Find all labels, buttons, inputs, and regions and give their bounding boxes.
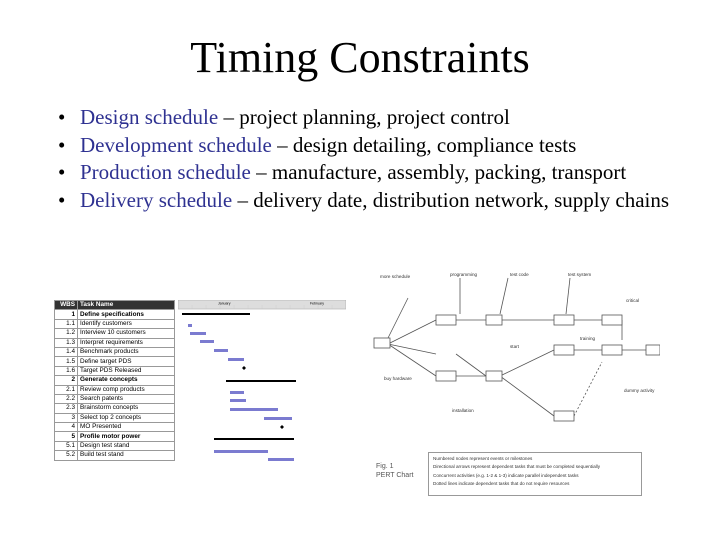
gantt-row [55,413,175,422]
pert-label: programming [450,272,478,277]
bullet-text: – project planning, project control [218,105,510,129]
gantt-milestone [242,366,246,370]
gantt-row [55,319,175,328]
bullet-term: Design schedule [80,105,219,129]
pert-node [486,371,502,381]
gantt-header-wbs: WBS [55,301,78,310]
gantt-row [55,338,175,347]
gantt-wbs-cell: 1.3 [55,338,78,347]
bullet-icon: • [58,187,66,212]
gantt-task-bar [214,349,228,352]
gantt-bars [182,313,296,461]
gantt-wbs-cell: 5.1 [55,441,78,450]
pert-label: training [580,336,596,341]
gantt-wbs-cell: 1.1 [55,319,78,328]
gantt-wbs-cell: 1.6 [55,366,78,375]
pert-node [646,345,660,355]
figure-caption [376,462,413,480]
gantt-wbs-cell: 3 [55,413,78,422]
gantt-task-bar [188,324,192,327]
gantt-task-bar [200,340,214,343]
gantt-task-cell: Target PDS Released [78,366,175,375]
gantt-task-cell: Select top 2 concepts [78,413,175,422]
gantt-row [55,385,175,394]
legend-line: Dotted lines indicate dependent tasks that do not require resources [433,481,570,487]
bullet-list [56,104,696,214]
gantt-row [55,423,175,432]
bullet-term: Delivery schedule [80,187,233,212]
gantt-row [55,451,175,460]
gantt-wbs-cell: 4 [55,423,78,432]
gantt-row [55,357,175,366]
gantt-month-label: February [310,301,325,306]
pert-node [554,345,574,355]
gantt-summary-bar [214,438,294,440]
gantt-wbs-cell: 1.4 [55,347,78,356]
gantt-wbs-cell: 1 [55,310,78,319]
gantt-task-bar [264,417,292,420]
pert-label: critical [626,298,640,303]
pert-label: test code [510,272,529,277]
gantt-task-bar [230,399,246,402]
pert-label: test system [568,272,592,277]
gantt-task-cell: Review comp products [78,385,175,394]
gantt-wbs-cell: 2.3 [55,404,78,413]
pert-node [554,315,574,325]
gantt-task-cell: Profile motor power [78,432,175,441]
slide-title: Timing Constraints [190,33,530,82]
pert-label: buy hardware [384,376,412,381]
gantt-row [55,347,175,356]
bullet-item [56,132,696,160]
pert-label: start [510,344,519,349]
gantt-wbs-cell: 1.5 [55,357,78,366]
gantt-task-cell: Interpret requirements [78,338,175,347]
gantt-header-task: Task Name [78,301,175,310]
gantt-task-cell: MO Presented [78,423,175,432]
gantt-task-cell: Search patents [78,394,175,403]
pert-node [436,371,456,381]
bullet-icon: • [58,160,66,184]
gantt-task-cell: Brainstorm concepts [78,404,175,413]
legend-line: Directional arrows represent dependent tasks that must be completed sequentially [433,464,600,470]
gantt-wbs-cell: 5.2 [55,451,78,460]
gantt-timeline [178,300,346,468]
pert-node [554,411,574,421]
gantt-summary-bar [226,380,296,382]
pert-legend [428,452,642,496]
gantt-task-bar [230,408,278,411]
gantt-row [55,366,175,375]
bullet-icon: • [58,105,66,129]
gantt-wbs-cell: 1.2 [55,329,78,338]
gantt-task-cell: Interview 10 customers [78,329,175,338]
pert-node [486,315,502,325]
gantt-wbs-cell: 2.2 [55,394,78,403]
bullet-item [56,104,696,132]
gantt-row [55,310,175,319]
bullet-text: – manufacture, assembly, packing, transport [250,160,627,184]
gantt-task-cell: Define specifications [78,310,175,319]
gantt-wbs-cell: 5 [55,432,78,441]
gantt-task-bar [230,391,244,394]
pert-label: installation [452,408,474,413]
gantt-task-bar [214,450,268,453]
gantt-wbs-cell: 2 [55,376,78,385]
bullet-item [56,159,696,187]
bullet-text: – delivery date, distribution network, supply chains [232,187,670,212]
gantt-task-cell: Generate concepts [78,376,175,385]
gantt-task-cell: Benchmark products [78,347,175,356]
bullet-item [56,187,696,215]
gantt-row [55,441,175,450]
pert-node [602,315,622,325]
gantt-task-bar [228,358,244,361]
legend-line: Numbered nodes represent events or milestones [433,456,533,461]
legend-line: Concurrent activities (e.g. 1-2 & 1-3) indicate parallel independent tasks [433,472,579,478]
gantt-milestone [280,425,284,429]
gantt-task-cell: Build test stand [78,451,175,460]
gantt-row [55,432,175,441]
gantt-rows [55,310,175,460]
gantt-task-cell: Design test stand [78,441,175,450]
figure-caption-line: Fig. 1 [376,463,394,470]
gantt-row [55,376,175,385]
gantt-row [55,394,175,403]
gantt-row [55,404,175,413]
bullet-text: – design detailing, compliance tests [271,132,577,157]
pert-label: dummy activity [624,388,655,393]
pert-labels [380,272,655,413]
gantt-summary-bar [182,313,250,315]
gantt-task-cell: Define target PDS [78,357,175,366]
gantt-table [54,300,175,461]
gantt-task-bar [268,458,294,461]
gantt-row [55,329,175,338]
bullet-icon: • [58,132,66,157]
gantt-wbs-cell: 2.1 [55,385,78,394]
pert-node [602,345,622,355]
gantt-task-bar [190,332,206,335]
bullet-term: Development schedule [80,132,272,157]
figure-caption-line: PERT Chart [376,472,414,479]
pert-node [374,338,390,348]
gantt-task-cell: Identify customers [78,319,175,328]
pert-label: more schedule [380,274,411,279]
gantt-chart [54,300,346,468]
bullet-term: Production schedule [80,160,251,184]
gantt-month-label: January [218,301,231,306]
pert-node [436,315,456,325]
